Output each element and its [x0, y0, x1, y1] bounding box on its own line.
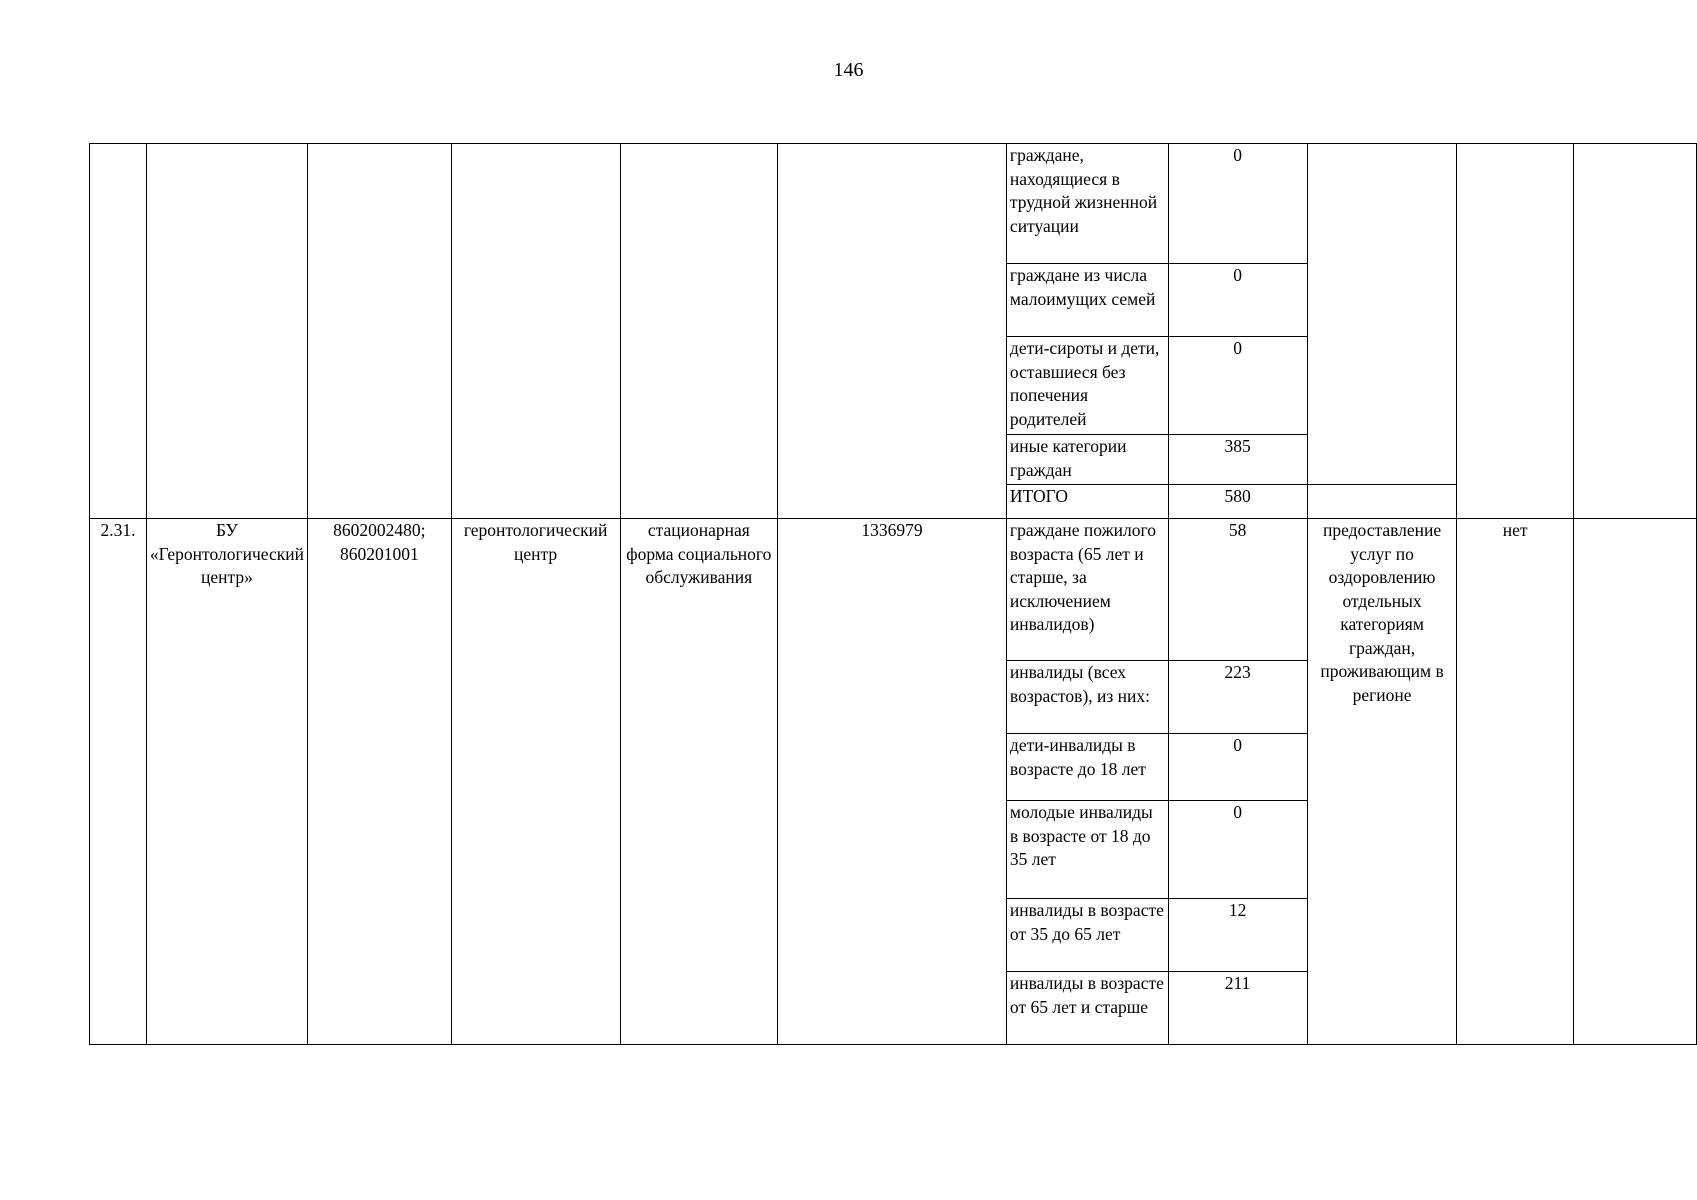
empty-cell [451, 144, 620, 519]
table-row [90, 144, 1697, 264]
count-cell: 0 [1168, 801, 1307, 899]
service-form: стационарная форма социального обслуживания [620, 519, 778, 1045]
category-cell: иные категории граждан [1006, 435, 1168, 485]
category-cell: инвалиды в возрасте от 35 до 65 лет [1006, 899, 1168, 972]
count-cell: 0 [1168, 144, 1307, 264]
count-cell: 385 [1168, 435, 1307, 485]
amount-cell: 1336979 [778, 519, 1007, 1045]
category-cell: дети-сироты и дети, оставшиеся без попечения родителей [1006, 337, 1168, 435]
empty-cell [308, 144, 452, 519]
note-cell [1573, 519, 1696, 1045]
category-cell: инвалиды (всех возрастов), из них: [1006, 661, 1168, 734]
record-number: 2.31. [90, 519, 147, 1045]
category-cell: дети-инвалиды в возрасте до 18 лет [1006, 734, 1168, 801]
empty-cell [1457, 144, 1573, 519]
category-cell: граждане, находящиеся в трудной жизненной ситуации [1006, 144, 1168, 264]
additional-services: предоставление услуг по оздоровлению отдельных категориям граждан, проживающим в регионе [1307, 519, 1457, 1045]
organization-name: БУ «Геронтологический центр» [146, 519, 307, 1045]
empty-cell [1307, 144, 1457, 485]
flag-cell: нет [1457, 519, 1573, 1045]
count-cell: 223 [1168, 661, 1307, 734]
empty-cell [620, 144, 778, 519]
count-cell: 12 [1168, 899, 1307, 972]
count-cell: 0 [1168, 264, 1307, 337]
empty-cell [90, 144, 147, 519]
empty-cell [1573, 144, 1696, 519]
category-cell: ИТОГО [1006, 485, 1168, 519]
social-services-table [89, 143, 1697, 1045]
inn-kpp: 8602002480; 860201001 [308, 519, 452, 1045]
category-cell: молодые инвалиды в возрасте от 18 до 35 лет [1006, 801, 1168, 899]
empty-cell [146, 144, 307, 519]
count-cell: 58 [1168, 519, 1307, 661]
category-cell: инвалиды в возрасте от 65 лет и старше [1006, 972, 1168, 1045]
count-cell: 211 [1168, 972, 1307, 1045]
empty-cell [1307, 485, 1457, 519]
total-cell: 580 [1168, 485, 1307, 519]
count-cell: 0 [1168, 734, 1307, 801]
table-row [90, 519, 1697, 661]
category-cell: граждане из числа малоимущих семей [1006, 264, 1168, 337]
count-cell: 0 [1168, 337, 1307, 435]
empty-cell [778, 144, 1007, 519]
organization-type: геронтологический центр [451, 519, 620, 1045]
category-cell: граждане пожилого возраста (65 лет и старше, за исключением инвалидов) [1006, 519, 1168, 661]
page-number: 146 [833, 59, 864, 81]
